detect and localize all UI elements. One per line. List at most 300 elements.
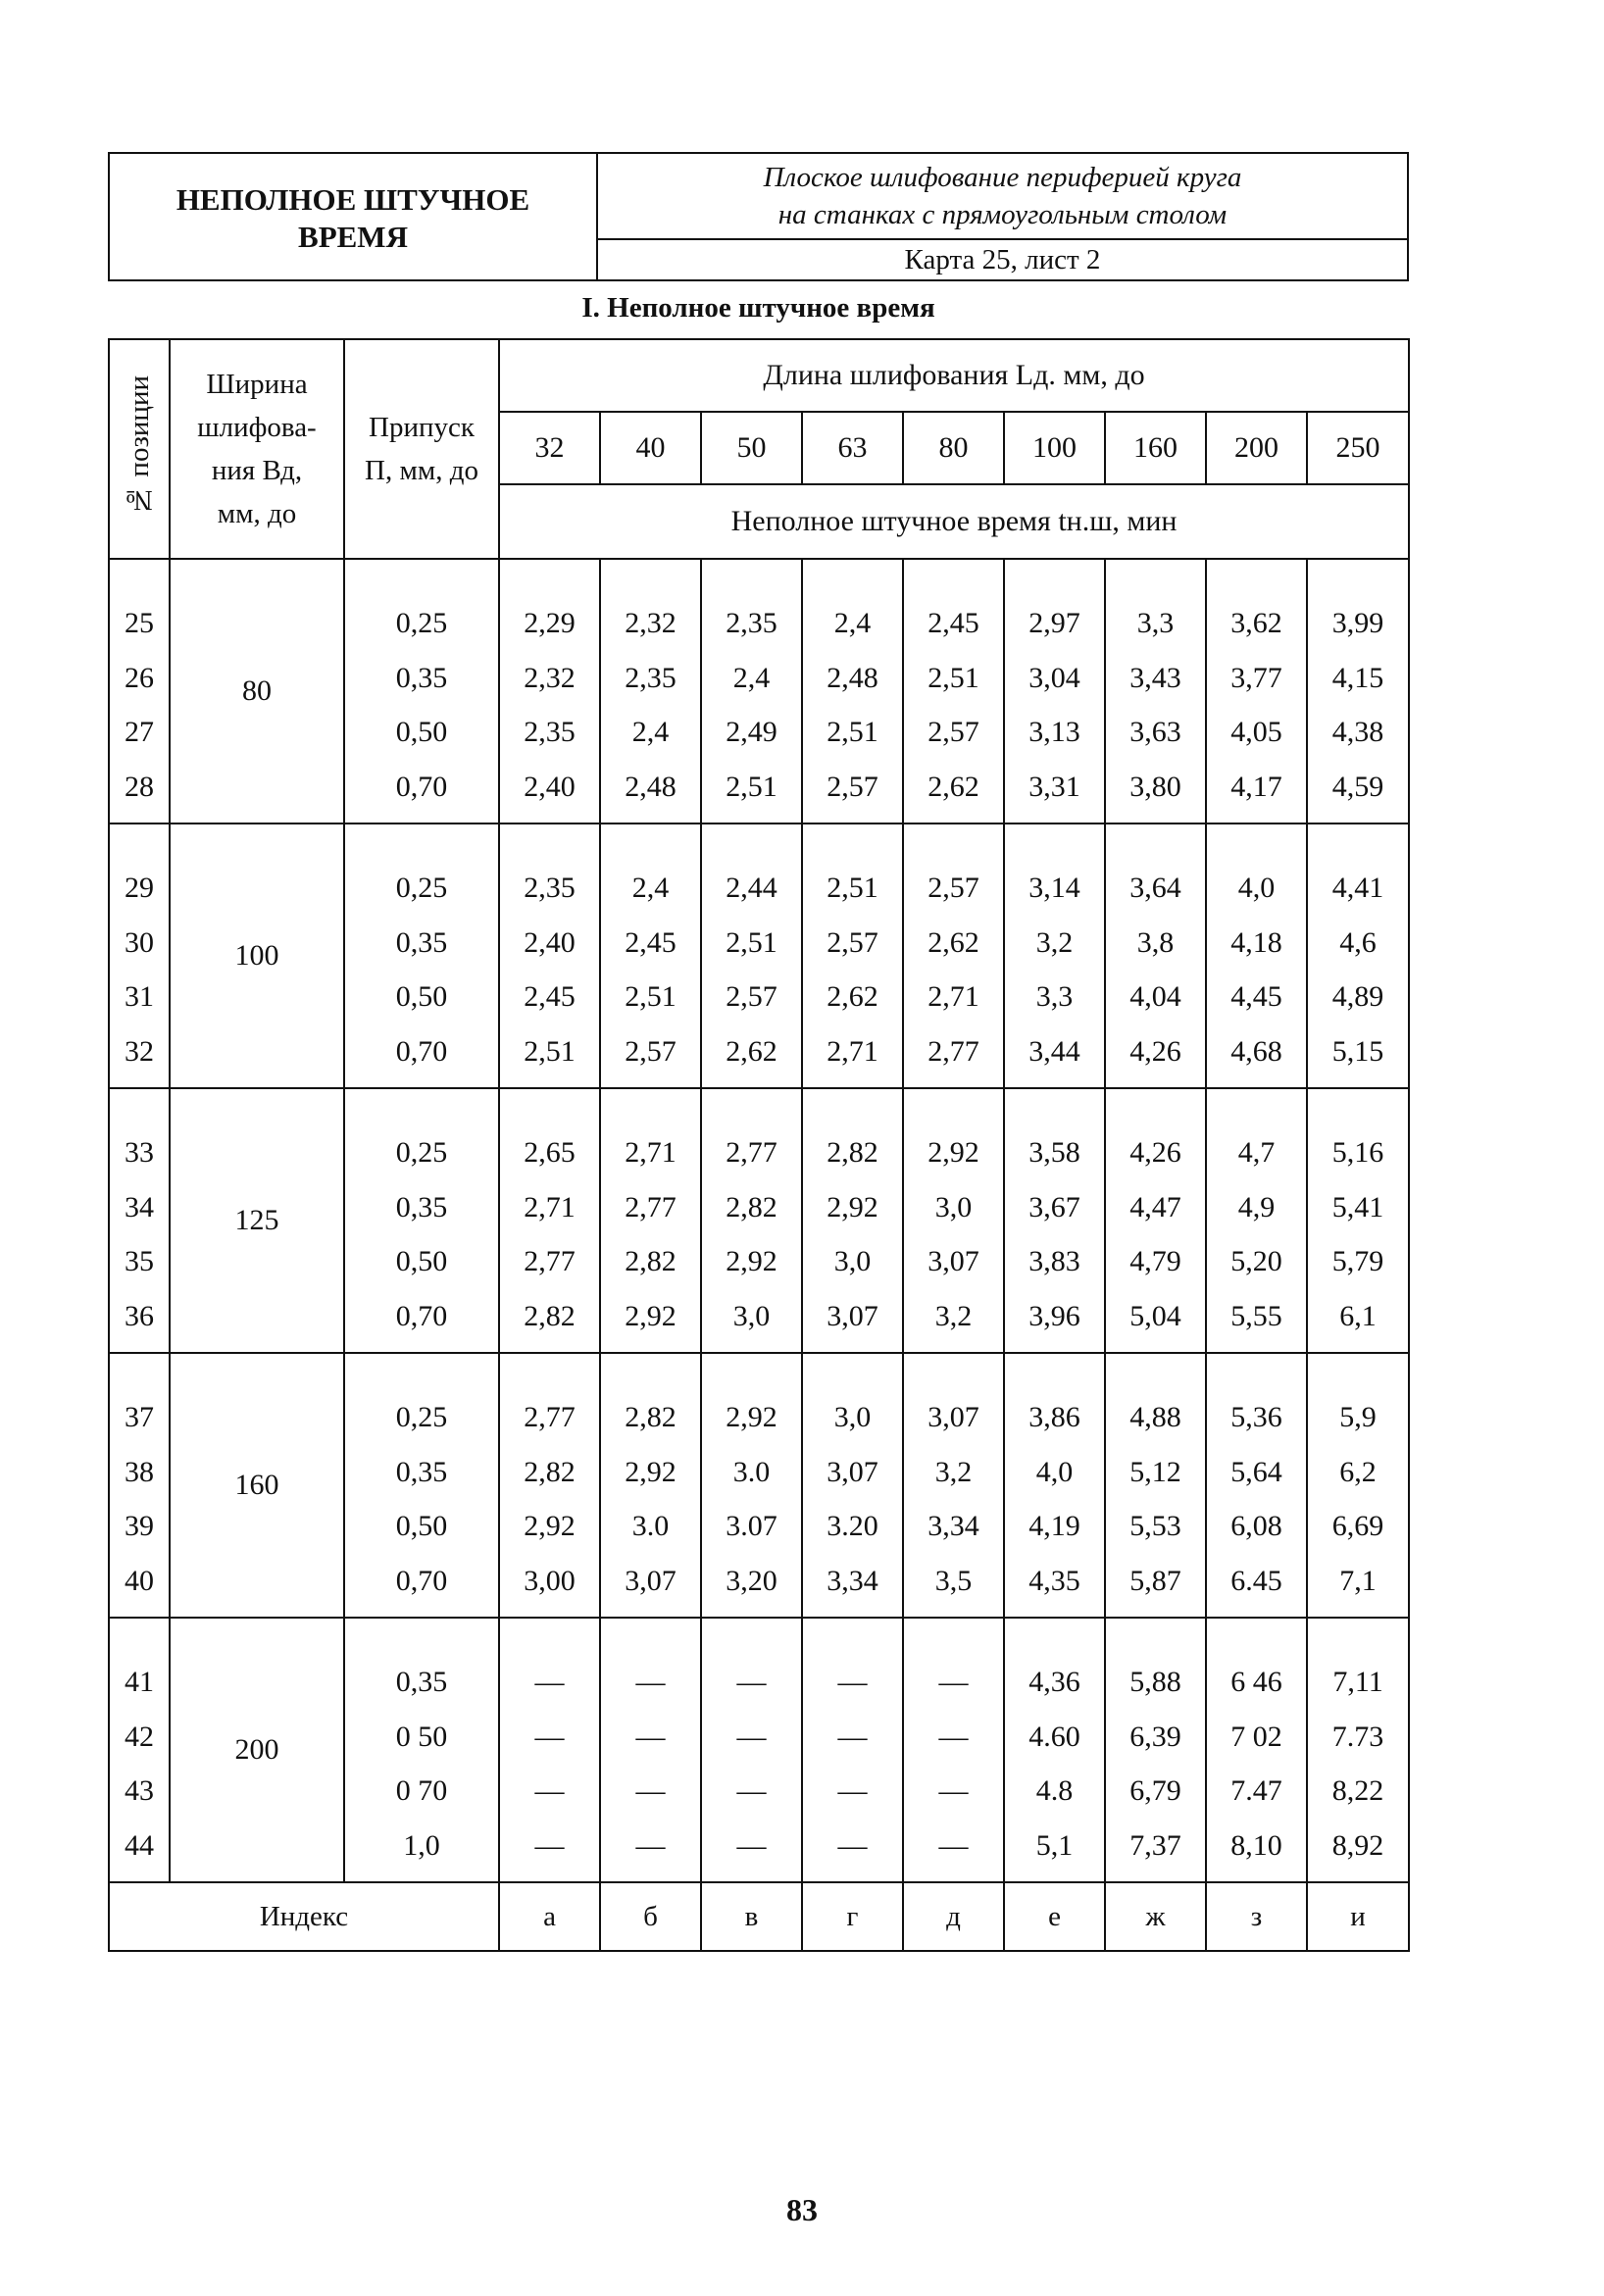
header-card-number: Карта 25, лист 2 xyxy=(904,243,1101,275)
time-value: 3,58 xyxy=(1028,1136,1080,1169)
time-column-cell xyxy=(600,1618,701,1882)
position-number: 26 xyxy=(125,661,154,694)
header-subject-line1: Плоское шлифование периферией круга xyxy=(763,162,1242,193)
time-value: 2,77 xyxy=(726,1136,777,1169)
allowance-value: 0,25 xyxy=(395,607,448,639)
time-value: 2,71 xyxy=(625,1136,677,1169)
time-value: 2,51 xyxy=(927,661,979,694)
width-cell: 100 xyxy=(170,824,344,1088)
time-value: 4,0 xyxy=(1035,1455,1074,1488)
allowance-value: 0,50 xyxy=(395,716,448,748)
time-value: — xyxy=(837,1666,868,1698)
time-value: 6,1 xyxy=(1339,1299,1377,1332)
table-row-group xyxy=(109,1353,1409,1618)
allowance-cell xyxy=(344,1618,499,1882)
time-value: 4,6 xyxy=(1339,925,1377,959)
time-value: 3,86 xyxy=(1028,1401,1080,1433)
time-value: 4,26 xyxy=(1129,1034,1181,1068)
time-column-cell xyxy=(1004,559,1105,824)
allowance-value: 0,25 xyxy=(395,1401,448,1433)
position-cell xyxy=(109,1618,170,1882)
section-title: I. Неполное штучное время xyxy=(581,292,935,324)
time-value: — xyxy=(635,1666,666,1698)
time-value: 7,37 xyxy=(1129,1828,1181,1862)
time-value: 2,57 xyxy=(927,872,979,904)
time-value: 5,15 xyxy=(1331,1034,1384,1068)
length-header-cell: 50 xyxy=(701,412,802,484)
table-row-group xyxy=(109,1088,1409,1353)
table-row-group xyxy=(109,559,1409,824)
time-value: — xyxy=(837,1720,868,1753)
time-value: 4,88 xyxy=(1129,1401,1181,1433)
time-value: 5,1 xyxy=(1035,1828,1074,1862)
time-value: 2,4 xyxy=(732,661,771,694)
time-column-cell xyxy=(1307,559,1409,824)
time-column-cell xyxy=(802,1088,903,1353)
time-value: — xyxy=(736,1828,767,1862)
time-value: 3,20 xyxy=(726,1564,777,1597)
header-width-line: ния Вд, xyxy=(211,455,303,486)
allowance-value: 0,50 xyxy=(395,980,448,1013)
time-value: 3,64 xyxy=(1129,872,1181,904)
position-cell xyxy=(109,824,170,1088)
time-value: 5,79 xyxy=(1331,1245,1384,1277)
table-row-group xyxy=(109,1618,1409,1882)
time-column-cell xyxy=(1004,1088,1105,1353)
width-cell: 200 xyxy=(170,1618,344,1882)
allowance-value: 0,35 xyxy=(395,661,448,694)
time-value: 2,92 xyxy=(726,1245,777,1277)
time-column-cell xyxy=(1105,559,1206,824)
time-value: 2,35 xyxy=(524,716,576,748)
position-number: 33 xyxy=(125,1136,154,1169)
time-value: 3,07 xyxy=(927,1245,979,1277)
time-value: 5,88 xyxy=(1129,1666,1181,1698)
time-value: 2,77 xyxy=(625,1190,677,1223)
time-value: 3,63 xyxy=(1129,716,1181,748)
position-number: 42 xyxy=(125,1720,154,1753)
length-header-cell: 200 xyxy=(1206,412,1307,484)
time-value: 2,4 xyxy=(833,607,872,639)
time-value: 2,45 xyxy=(524,980,576,1013)
allowance-cell xyxy=(344,1353,499,1618)
time-value: 7 02 xyxy=(1230,1720,1282,1753)
allowance-value: 0,25 xyxy=(395,872,448,904)
time-value: — xyxy=(534,1774,565,1807)
time-value: 3,31 xyxy=(1028,770,1080,803)
time-column-cell xyxy=(903,1088,1004,1353)
position-number: 31 xyxy=(125,980,154,1013)
time-column-cell xyxy=(903,824,1004,1088)
time-value: — xyxy=(938,1720,969,1753)
time-value: 5,53 xyxy=(1129,1510,1181,1542)
position-number: 43 xyxy=(125,1774,154,1807)
time-value: 2,82 xyxy=(625,1245,677,1277)
header-title-line2: ВРЕМЯ xyxy=(298,220,408,254)
time-value: 2,82 xyxy=(524,1455,576,1488)
allowance-value: 0,35 xyxy=(395,1666,448,1698)
time-column-cell xyxy=(1105,1353,1206,1618)
time-value: 2,57 xyxy=(726,980,777,1013)
time-value: 3,44 xyxy=(1028,1034,1080,1068)
time-column-cell xyxy=(903,1353,1004,1618)
time-value: 3,04 xyxy=(1028,661,1080,694)
length-header-cell: 40 xyxy=(600,412,701,484)
position-number: 37 xyxy=(125,1401,154,1433)
header-allowance-line: Припуск xyxy=(369,412,475,443)
time-value: 2,51 xyxy=(827,872,878,904)
position-number: 39 xyxy=(125,1510,154,1542)
time-value: 2,62 xyxy=(726,1034,777,1068)
time-value: 4,45 xyxy=(1230,980,1282,1013)
position-number: 41 xyxy=(125,1666,154,1698)
position-cell xyxy=(109,559,170,824)
time-value: 2,45 xyxy=(625,925,677,959)
time-value: — xyxy=(635,1720,666,1753)
time-value: 5,04 xyxy=(1129,1299,1181,1332)
position-number: 25 xyxy=(125,607,154,639)
time-value: 2,82 xyxy=(524,1299,576,1332)
time-value: 3,14 xyxy=(1028,872,1080,904)
time-value: 3,62 xyxy=(1230,607,1282,639)
time-value: 3,0 xyxy=(732,1299,771,1332)
time-column-cell xyxy=(701,1088,802,1353)
header-allowance xyxy=(344,339,499,559)
position-number: 28 xyxy=(125,770,154,803)
time-value: — xyxy=(534,1720,565,1753)
time-column-cell xyxy=(802,1618,903,1882)
time-value: 5,16 xyxy=(1331,1136,1384,1169)
position-number: 36 xyxy=(125,1299,154,1332)
allowance-value: 0,35 xyxy=(395,1455,448,1488)
header-allowance-line: П, мм, до xyxy=(365,455,478,486)
allowance-value: 1,0 xyxy=(403,1828,440,1862)
time-value: 2,4 xyxy=(631,872,670,904)
time-value: 2,32 xyxy=(524,661,576,694)
time-column-cell xyxy=(701,824,802,1088)
time-value: 4,26 xyxy=(1129,1136,1181,1169)
time-column-cell xyxy=(1004,1618,1105,1882)
index-cell: а xyxy=(499,1882,600,1951)
time-value: 3,2 xyxy=(1035,925,1074,959)
time-value: 3,13 xyxy=(1028,716,1080,748)
time-value: 2,82 xyxy=(625,1401,677,1433)
time-value: 3,80 xyxy=(1129,770,1181,803)
time-value: 2,51 xyxy=(827,716,878,748)
time-value: — xyxy=(635,1774,666,1807)
position-number: 34 xyxy=(125,1190,154,1223)
time-value: 8,10 xyxy=(1230,1828,1282,1862)
header-subject xyxy=(598,154,1407,240)
time-value: 4,05 xyxy=(1230,716,1282,748)
time-value: 3,07 xyxy=(827,1455,878,1488)
time-value: — xyxy=(736,1720,767,1753)
time-value: 3,00 xyxy=(524,1564,576,1597)
time-column-cell xyxy=(1307,1088,1409,1353)
time-value: 4.60 xyxy=(1028,1720,1080,1753)
time-column-cell xyxy=(499,1088,600,1353)
time-column-cell xyxy=(600,559,701,824)
length-header-cell: 100 xyxy=(1004,412,1105,484)
index-cell: д xyxy=(903,1882,1004,1951)
time-value: 6,08 xyxy=(1230,1510,1282,1542)
time-value: 6,69 xyxy=(1331,1510,1384,1542)
header-position xyxy=(109,339,170,559)
position-number: 29 xyxy=(125,872,154,904)
header-position-label: № позиции xyxy=(123,374,155,516)
width-cell: 160 xyxy=(170,1353,344,1618)
time-value: 7.73 xyxy=(1331,1720,1384,1753)
time-value: 2,35 xyxy=(625,661,677,694)
time-value: 6,2 xyxy=(1339,1455,1377,1488)
time-value: 3,8 xyxy=(1136,925,1175,959)
time-value: 5,12 xyxy=(1129,1455,1181,1488)
time-value: 2,45 xyxy=(927,607,979,639)
time-value: 3.0 xyxy=(732,1455,771,1488)
time-value: 3.07 xyxy=(726,1510,777,1542)
time-value: — xyxy=(938,1666,969,1698)
index-label: Индекс xyxy=(109,1882,499,1951)
time-value: 3,34 xyxy=(927,1510,979,1542)
allowance-value: 0 50 xyxy=(395,1720,448,1753)
time-value: 2,49 xyxy=(726,716,777,748)
time-value: — xyxy=(837,1774,868,1807)
time-value: 4,47 xyxy=(1129,1190,1181,1223)
time-value: 2,4 xyxy=(631,716,670,748)
time-value: 5,9 xyxy=(1339,1401,1377,1433)
time-column-cell xyxy=(701,1618,802,1882)
time-value: — xyxy=(736,1666,767,1698)
time-value: 5,36 xyxy=(1230,1401,1282,1433)
time-value: 8,22 xyxy=(1331,1774,1384,1807)
allowance-cell xyxy=(344,559,499,824)
time-value: 6,79 xyxy=(1129,1774,1181,1807)
time-value: 2,40 xyxy=(524,770,576,803)
time-value: 5,55 xyxy=(1230,1299,1282,1332)
time-value: 2,92 xyxy=(726,1401,777,1433)
length-header-cell: 80 xyxy=(903,412,1004,484)
time-value: 3,07 xyxy=(927,1401,979,1433)
time-value: 3,07 xyxy=(625,1564,677,1597)
time-value: 2,71 xyxy=(524,1190,576,1223)
time-value: 3,0 xyxy=(833,1401,872,1433)
time-value: 2,65 xyxy=(524,1136,576,1169)
header-subject-line2: на станках с прямоугольным столом xyxy=(777,199,1228,230)
position-number: 32 xyxy=(125,1034,154,1068)
time-value: 2,29 xyxy=(524,607,576,639)
width-cell: 80 xyxy=(170,559,344,824)
time-value: 4,9 xyxy=(1237,1190,1276,1223)
time-value: 3,43 xyxy=(1129,661,1181,694)
index-cell: ж xyxy=(1105,1882,1206,1951)
time-value: 7,1 xyxy=(1339,1564,1377,1597)
width-cell: 125 xyxy=(170,1088,344,1353)
time-value: 6.45 xyxy=(1230,1564,1282,1597)
length-header-cell: 63 xyxy=(802,412,903,484)
position-number: 30 xyxy=(125,925,154,959)
time-value: 2,62 xyxy=(927,925,979,959)
allowance-value: 0,25 xyxy=(395,1136,448,1169)
time-value: 3,5 xyxy=(934,1564,973,1597)
time-column-cell xyxy=(1004,1353,1105,1618)
header-length: Длина шлифования Lд. мм, до xyxy=(499,339,1409,412)
time-value: 3,96 xyxy=(1028,1299,1080,1332)
time-column-cell xyxy=(1206,1088,1307,1353)
time-value: 3,99 xyxy=(1331,607,1384,639)
time-column-cell xyxy=(701,559,802,824)
time-value: 2,57 xyxy=(827,770,878,803)
time-column-cell xyxy=(1307,1618,1409,1882)
time-value: 2,71 xyxy=(927,980,979,1013)
position-number: 35 xyxy=(125,1245,154,1277)
time-column-cell xyxy=(499,1353,600,1618)
time-value: 3,3 xyxy=(1035,980,1074,1013)
time-value: 4,04 xyxy=(1129,980,1181,1013)
allowance-value: 0,70 xyxy=(395,1564,448,1597)
time-column-cell xyxy=(1105,824,1206,1088)
time-value: 2,32 xyxy=(625,607,677,639)
time-value: 2,48 xyxy=(625,770,677,803)
index-cell: з xyxy=(1206,1882,1307,1951)
time-value: 3,07 xyxy=(827,1299,878,1332)
index-cell: г xyxy=(802,1882,903,1951)
time-value: — xyxy=(837,1828,868,1862)
position-cell xyxy=(109,1088,170,1353)
time-value: 5,20 xyxy=(1230,1245,1282,1277)
length-header-cell: 250 xyxy=(1307,412,1409,484)
time-value: 3,34 xyxy=(827,1564,878,1597)
time-value: 2,92 xyxy=(524,1510,576,1542)
time-value: 2,71 xyxy=(827,1034,878,1068)
time-value: 4,18 xyxy=(1230,925,1282,959)
time-value: 2,92 xyxy=(927,1136,979,1169)
time-value: 4,59 xyxy=(1331,770,1384,803)
time-column-cell xyxy=(903,559,1004,824)
time-value: 2,51 xyxy=(625,980,677,1013)
allowance-cell xyxy=(344,1088,499,1353)
index-cell: и xyxy=(1307,1882,1409,1951)
time-value: 2,62 xyxy=(927,770,979,803)
time-value: 2,97 xyxy=(1028,607,1080,639)
time-value: — xyxy=(534,1666,565,1698)
time-column-cell xyxy=(499,824,600,1088)
header-time: Неполное штучное время tн.ш, мин xyxy=(499,484,1409,559)
time-column-cell xyxy=(701,1353,802,1618)
time-column-cell xyxy=(600,1353,701,1618)
allowance-value: 0,50 xyxy=(395,1510,448,1542)
time-value: 3.0 xyxy=(631,1510,670,1542)
time-value: 3,2 xyxy=(934,1455,973,1488)
time-value: 3,3 xyxy=(1136,607,1175,639)
time-value: 4,41 xyxy=(1331,872,1384,904)
position-cell xyxy=(109,1353,170,1618)
time-value: 2,62 xyxy=(827,980,878,1013)
time-value: 2,82 xyxy=(726,1190,777,1223)
time-value: 2,40 xyxy=(524,925,576,959)
time-value: 3,67 xyxy=(1028,1190,1080,1223)
page-number: 83 xyxy=(786,2192,818,2227)
time-value: 4,19 xyxy=(1028,1510,1080,1542)
time-value: 2,77 xyxy=(524,1245,576,1277)
length-header-cell: 160 xyxy=(1105,412,1206,484)
allowance-value: 0,35 xyxy=(395,925,448,959)
time-value: 2,92 xyxy=(625,1455,677,1488)
time-column-cell xyxy=(1307,824,1409,1088)
allowance-value: 0,35 xyxy=(395,1190,448,1223)
header-width xyxy=(170,339,344,559)
time-value: 2,92 xyxy=(827,1190,878,1223)
time-value: 4,15 xyxy=(1331,661,1384,694)
time-value: 4,89 xyxy=(1331,980,1384,1013)
time-column-cell xyxy=(802,824,903,1088)
time-value: 2,51 xyxy=(726,925,777,959)
time-column-cell xyxy=(1307,1353,1409,1618)
time-value: 2,35 xyxy=(726,607,777,639)
time-value: 2,57 xyxy=(927,716,979,748)
time-value: 4,7 xyxy=(1237,1136,1276,1169)
time-value: 4,38 xyxy=(1331,716,1384,748)
time-column-cell xyxy=(1206,824,1307,1088)
time-value: 6 46 xyxy=(1230,1666,1282,1698)
time-column-cell xyxy=(600,1088,701,1353)
time-value: 2,35 xyxy=(524,872,576,904)
allowance-value: 0,70 xyxy=(395,1034,448,1068)
position-number: 38 xyxy=(125,1455,154,1488)
time-column-cell xyxy=(1206,1618,1307,1882)
header-right xyxy=(598,154,1407,279)
time-value: 2,44 xyxy=(726,872,777,904)
time-value: 6,39 xyxy=(1129,1720,1181,1753)
time-column-cell xyxy=(802,559,903,824)
time-value: 4,0 xyxy=(1237,872,1276,904)
position-number: 44 xyxy=(125,1828,154,1862)
time-value: 4.8 xyxy=(1035,1774,1074,1807)
index-cell: в xyxy=(701,1882,802,1951)
position-number: 27 xyxy=(125,716,154,748)
header-title-line1: НЕПОЛНОЕ ШТУЧНОЕ xyxy=(175,182,530,217)
time-value: 2,92 xyxy=(625,1299,677,1332)
header-width-line: Ширина xyxy=(206,369,308,400)
time-column-cell xyxy=(1004,824,1105,1088)
time-value: 3,2 xyxy=(934,1299,973,1332)
time-value: 4,35 xyxy=(1028,1564,1080,1597)
header-title xyxy=(110,154,598,279)
time-column-cell xyxy=(1105,1088,1206,1353)
header-width-line: шлифова- xyxy=(197,412,317,443)
time-value: 2,77 xyxy=(524,1401,576,1433)
time-column-cell xyxy=(499,559,600,824)
time-value: 5,87 xyxy=(1129,1564,1181,1597)
time-value: 2,51 xyxy=(726,770,777,803)
position-number: 40 xyxy=(125,1564,154,1597)
time-value: 7,11 xyxy=(1332,1666,1383,1698)
allowance-cell xyxy=(344,824,499,1088)
time-value: — xyxy=(938,1774,969,1807)
time-value: 2,48 xyxy=(827,661,878,694)
time-value: 2,51 xyxy=(524,1034,576,1068)
time-value: — xyxy=(938,1828,969,1862)
time-value: 8,92 xyxy=(1331,1828,1384,1862)
index-cell: е xyxy=(1004,1882,1105,1951)
allowance-value: 0 70 xyxy=(395,1774,448,1807)
time-value: 3,0 xyxy=(833,1245,872,1277)
allowance-value: 0,70 xyxy=(395,770,448,803)
time-value: 3,0 xyxy=(934,1190,973,1223)
time-column-cell xyxy=(499,1618,600,1882)
time-column-cell xyxy=(802,1353,903,1618)
time-column-cell xyxy=(600,824,701,1088)
time-table xyxy=(108,338,1410,1952)
